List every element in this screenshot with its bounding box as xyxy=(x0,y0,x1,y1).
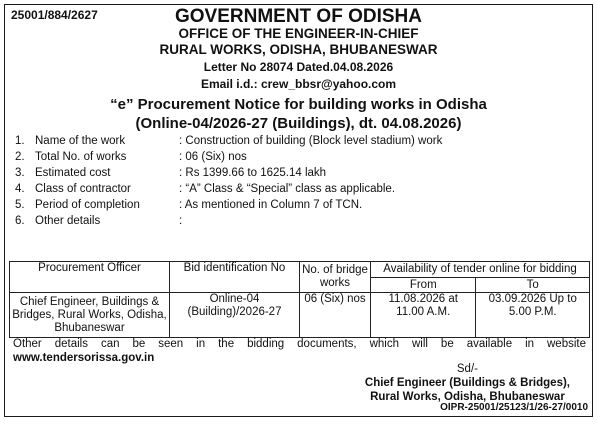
detail-number: 3. xyxy=(15,167,25,179)
detail-label: Name of the work xyxy=(35,135,126,147)
govt-title: GOVERNMENT OF ODISHA xyxy=(174,6,422,27)
header-availability: Availability of tender online for bidding xyxy=(371,262,590,278)
notice-subtitle: (Online-04/2026-27 (Buildings), dt. 04.08.2026) xyxy=(135,115,462,132)
header-procurement-officer: Procurement Officer xyxy=(10,262,170,293)
header-to: To xyxy=(476,278,590,293)
detail-row xyxy=(9,215,589,231)
cell-to: 03.09.2026 Up to 5.00 P.M. xyxy=(476,293,590,338)
cell-officer: Chief Engineer, Buildings & Bridges, Rural Works, Odisha, Bhubaneswar xyxy=(10,293,170,338)
detail-label: Other details xyxy=(35,215,101,227)
detail-value: : As mentioned in Column 7 of TCN. xyxy=(179,199,363,211)
detail-row xyxy=(9,167,589,183)
notice-title: “e” Procurement Notice for building works in Odisha xyxy=(110,96,487,113)
office-title: OFFICE OF THE ENGINEER-IN-CHIEF xyxy=(178,26,419,41)
department-title: RURAL WORKS, ODISHA, BHUBANESWAR xyxy=(159,42,438,57)
signature-block xyxy=(365,362,570,404)
other-details-note: Other details can be seen in the bidding documents, which will be available in website xyxy=(13,338,586,350)
table-header-row xyxy=(10,262,590,278)
detail-label: Period of completion xyxy=(35,199,140,211)
detail-number: 1. xyxy=(15,135,25,147)
website-link[interactable]: www.tendersorissa.gov.in xyxy=(13,352,155,364)
detail-value: : “A” Class & “Special” class as applicable. xyxy=(179,183,396,195)
tender-table xyxy=(9,261,590,338)
letter-number: Letter No 28074 Dated.04.08.2026 xyxy=(203,60,394,74)
oipr-number: OIPR-25001/25123/1/26-27/0010 xyxy=(440,402,588,413)
table-row xyxy=(10,293,590,338)
detail-label: Estimated cost xyxy=(35,167,111,179)
signatory-title: Chief Engineer (Buildings & Bridges), xyxy=(364,377,570,389)
detail-label: Total No. of works xyxy=(35,151,127,163)
detail-number: 4. xyxy=(15,183,25,195)
detail-number: 5. xyxy=(15,199,25,211)
cell-bridge-works: 06 (Six) nos xyxy=(300,293,371,338)
detail-row xyxy=(9,151,589,167)
header-from: From xyxy=(371,278,476,293)
email-line: Email i.d.: crew_bbsr@yahoo.com xyxy=(200,77,397,91)
detail-row xyxy=(9,199,589,215)
reference-number: 25001/884/2627 xyxy=(11,8,98,22)
detail-label: Class of contractor xyxy=(35,183,131,195)
detail-value: : 06 (Six) nos xyxy=(179,151,247,163)
detail-number: 6. xyxy=(15,215,25,227)
notice-page xyxy=(4,4,593,417)
signature-mark: Sd/- xyxy=(456,363,478,375)
header-bid-id: Bid identification No xyxy=(170,262,300,293)
detail-value: : xyxy=(179,215,183,227)
signatory-office: Rural Works, Odisha, Bhubaneswar xyxy=(370,391,565,403)
detail-value: : Rs 1399.66 to 1625.14 lakh xyxy=(179,167,327,179)
work-details-list xyxy=(9,135,589,231)
header-bridge-works: No. of bridge works xyxy=(300,262,371,293)
cell-bid-id: Online-04 (Building)/2026-27 xyxy=(170,293,300,338)
cell-from: 11.08.2026 at 11.00 A.M. xyxy=(371,293,476,338)
detail-value: : Construction of building (Block level stadium) work xyxy=(179,135,443,147)
detail-row xyxy=(9,135,589,151)
detail-number: 2. xyxy=(15,151,25,163)
detail-row xyxy=(9,183,589,199)
